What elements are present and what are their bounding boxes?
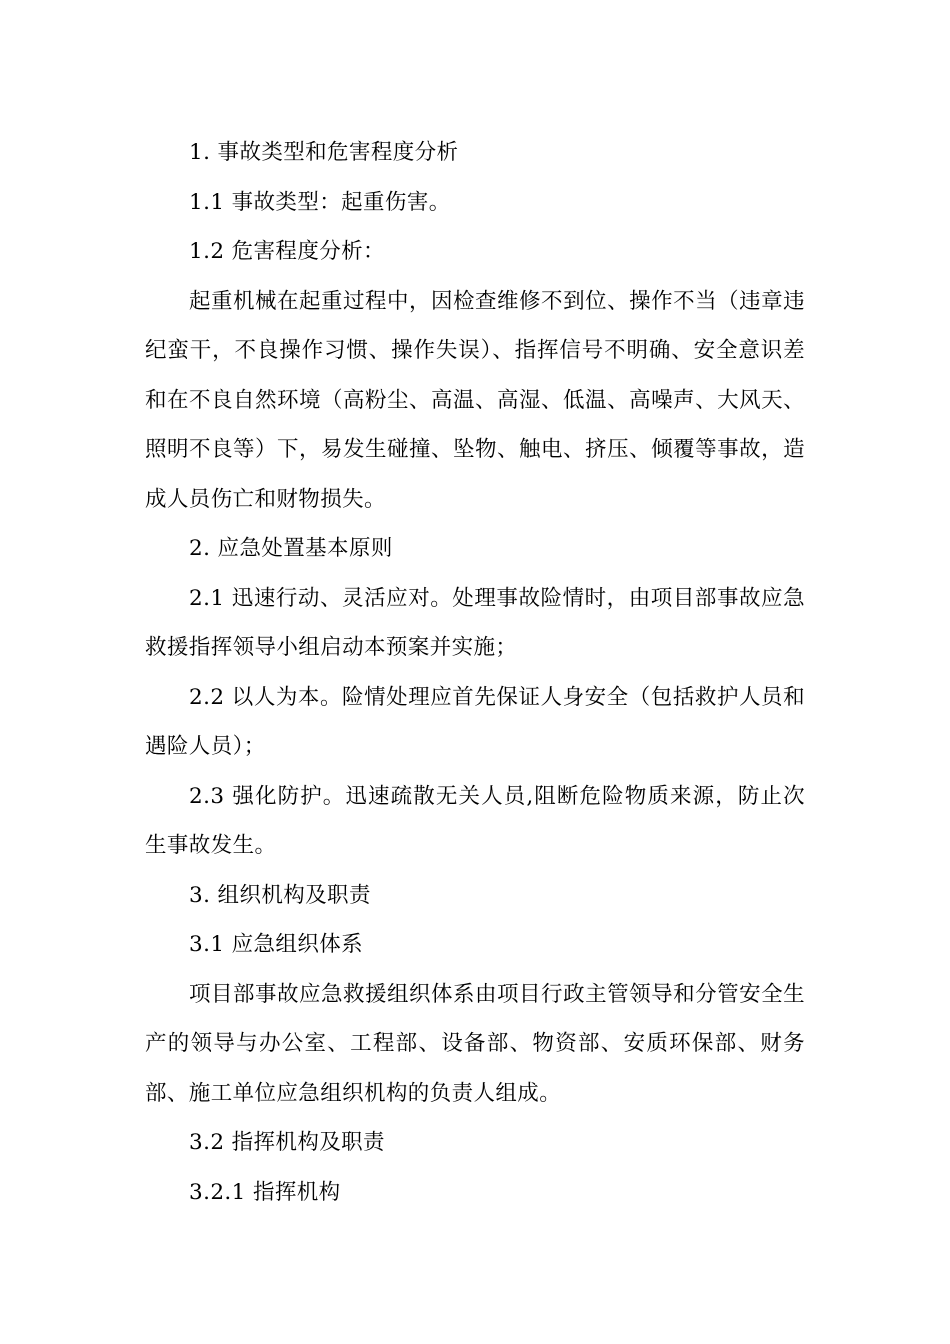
subsection-heading-3-2-1: 3.2.1 指挥机构 xyxy=(189,1179,341,1205)
principle-2-1: 2.1 迅速行动、灵活应对。处理事故险情时，由项目部事故应急救援指挥领导小组启动本预案并实施； xyxy=(145,585,805,660)
body-paragraph-organization: 项目部事故应急救援组织体系由项目行政主管领导和分管安全生产的领导与办公室、工程部、设备部、物资部、安质环保部、财务部、施工单位应急组织机构的负责人组成。 xyxy=(145,981,805,1106)
document-body xyxy=(145,128,805,1217)
subsection-heading-1-2: 1.2 危害程度分析： xyxy=(189,239,385,264)
section-heading-1: 1. 事故类型和危害程度分析 xyxy=(189,140,459,165)
principle-2-2: 2.2 以人为本。险情处理应首先保证人身安全（包括救护人员和遇险人员）； xyxy=(145,684,805,759)
section-heading-3: 3. 组织机构及职责 xyxy=(189,882,371,908)
section-heading-2: 2. 应急处置基本原则 xyxy=(189,536,393,561)
principle-2-3: 2.3 强化防护。迅速疏散无关人员,阻断危险物质来源，防止次生事故发生。 xyxy=(145,783,805,858)
subsection-heading-1-1: 1.1 事故类型：起重伤害。 xyxy=(189,189,451,215)
body-paragraph-hazard-analysis: 起重机械在起重过程中，因检查维修不到位、操作不当（违章违纪蛮干，不良操作习惯、操作失误）、指挥信号不明确、安全意识差和在不良自然环境（高粉尘、高温、高湿、低温、高噪声、大风天、照明不良等）下，易发生碰撞、坠物、触电、挤压、倾覆等事故，造成人员伤亡和财物损失。 xyxy=(145,288,805,512)
subsection-heading-3-2: 3.2 指挥机构及职责 xyxy=(189,1130,385,1155)
subsection-heading-3-1: 3.1 应急组织体系 xyxy=(189,932,364,957)
